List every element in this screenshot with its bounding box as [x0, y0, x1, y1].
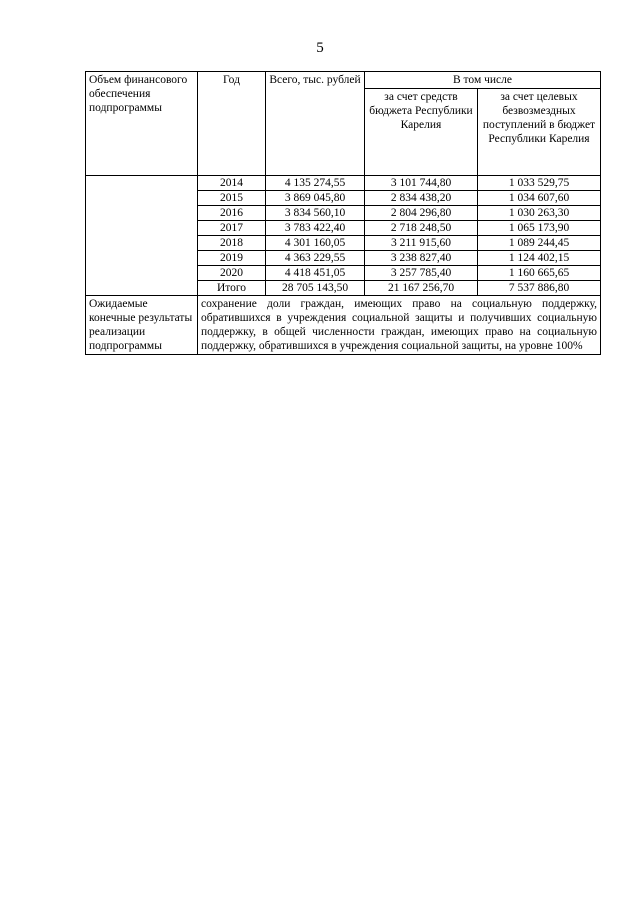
total-cell: 4 418 451,05 — [266, 266, 365, 281]
results-row — [86, 296, 601, 355]
total-cell: 4 301 160,05 — [266, 236, 365, 251]
year-cell: Итого — [198, 281, 266, 296]
targeted-cell: 1 160 665,65 — [478, 266, 601, 281]
budget-cell: 2 804 296,80 — [365, 206, 478, 221]
results-row-label: Ожидаемые конечные результаты реализации подпрограммы — [86, 296, 198, 355]
year-cell: 2020 — [198, 266, 266, 281]
funding-label-continuation — [86, 176, 198, 296]
total-cell: 3 783 422,40 — [266, 221, 365, 236]
targeted-cell: 1 030 263,30 — [478, 206, 601, 221]
total-cell: 4 363 229,55 — [266, 251, 365, 266]
budget-cell: 3 101 744,80 — [365, 176, 478, 191]
total-cell: 28 705 143,50 — [266, 281, 365, 296]
budget-cell: 3 238 827,40 — [365, 251, 478, 266]
header-row — [86, 72, 601, 89]
budget-column-header: за счет средств бюджета Республики Карелия — [365, 89, 478, 176]
year-cell: 2014 — [198, 176, 266, 191]
targeted-cell: 1 065 173,90 — [478, 221, 601, 236]
page-number: 5 — [316, 40, 324, 56]
year-cell: 2016 — [198, 206, 266, 221]
results-text: сохранение доли граждан, имеющих право на социальную поддержку, обратившихся в учреждения социальной защиты и получивших социальную поддержку, в общей численности граждан, имеющих право на социальную поддержку, обратившихся в учреждения социальной защиты, на уровне 100% — [198, 296, 601, 355]
year-cell: 2015 — [198, 191, 266, 206]
budget-cell: 3 211 915,60 — [365, 236, 478, 251]
total-cell: 4 135 274,55 — [266, 176, 365, 191]
budget-cell: 2 834 438,20 — [365, 191, 478, 206]
total-cell: 3 869 045,80 — [266, 191, 365, 206]
total-cell: 3 834 560,10 — [266, 206, 365, 221]
year-cell: 2019 — [198, 251, 266, 266]
budget-cell: 3 257 785,40 — [365, 266, 478, 281]
targeted-cell: 1 034 607,60 — [478, 191, 601, 206]
subprogram-funding-table — [85, 71, 601, 355]
total-column-header: Всего, тыс. рублей — [266, 72, 365, 176]
including-column-header: В том числе — [365, 72, 601, 89]
year-cell: 2017 — [198, 221, 266, 236]
targeted-cell: 1 089 244,45 — [478, 236, 601, 251]
targeted-cell: 1 033 529,75 — [478, 176, 601, 191]
year-cell: 2018 — [198, 236, 266, 251]
funding-row-label: Объем финансового обеспечения подпрограммы — [86, 72, 198, 176]
targeted-cell: 7 537 886,80 — [478, 281, 601, 296]
year-column-header: Год — [198, 72, 266, 176]
targeted-column-header: за счет целевых безвозмездных поступлений в бюджет Республики Карелия — [478, 89, 601, 176]
budget-cell: 2 718 248,50 — [365, 221, 478, 236]
targeted-cell: 1 124 402,15 — [478, 251, 601, 266]
table-row — [86, 176, 601, 191]
budget-cell: 21 167 256,70 — [365, 281, 478, 296]
